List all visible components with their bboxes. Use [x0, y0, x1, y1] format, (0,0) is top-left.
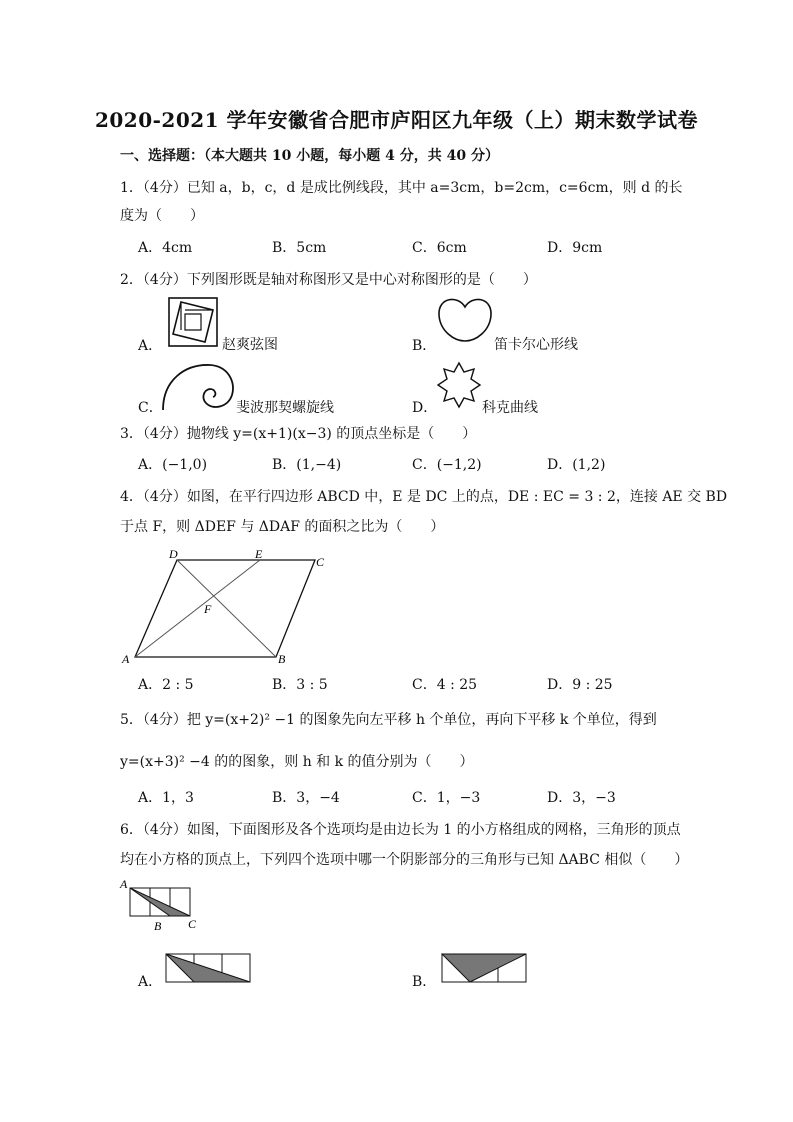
q4-option-b: B．3 : 5	[272, 677, 328, 693]
q2-option-a-label: A．	[138, 338, 163, 354]
point-b-label: B	[278, 652, 286, 666]
q2-option-c-label: C．	[138, 400, 163, 416]
q5-stem-line2: y=(x+3)² −4 的的图象，则 h 和 k 的值分别为（ ）	[120, 754, 474, 770]
cardioid-curve	[436, 297, 494, 343]
zhao-shuang-diagram	[168, 297, 218, 347]
q1-stem-line1: 1．（4分）已知 a，b，c，d 是成比例线段，其中 a=3cm，b=2cm，c=6cm，则 d 的长	[120, 180, 683, 196]
q2-caption-b: 笛卡尔心形线	[494, 337, 578, 353]
point-c-label: C	[316, 555, 325, 569]
q1-stem-line2: 度为（ ）	[120, 208, 204, 224]
point-d-label: D	[169, 547, 178, 561]
point-f-label: F	[204, 602, 212, 616]
q4-option-d: D．9 : 25	[547, 677, 613, 693]
point-a-label: A	[122, 652, 130, 666]
q1-option-a: A．4cm	[138, 240, 193, 256]
q3-option-c: C．(−1,2)	[412, 457, 482, 473]
q4-stem-line2: 于点 F，则 ΔDEF 与 ΔDAF 的面积之比为（ ）	[120, 519, 445, 535]
q2-stem: 2．（4分）下列图形既是轴对称图形又是中心对称图形的是（ ）	[120, 272, 537, 288]
fibonacci-spiral	[160, 362, 236, 412]
abc-grid-figure	[118, 876, 208, 932]
q6-option-a-grid	[164, 950, 252, 986]
q1-option-b: B．5cm	[272, 240, 327, 256]
q3-option-d: D．(1,2)	[547, 457, 606, 473]
q2-caption-c: 斐波那契螺旋线	[236, 400, 334, 416]
q2-caption-d: 科克曲线	[482, 400, 538, 416]
q3-stem: 3．（4分）抛物线 y=(x+1)(x−3) 的顶点坐标是（ ）	[120, 426, 477, 442]
q5-option-a: A．1，3	[138, 790, 194, 806]
abc-point-c-label: C	[188, 917, 197, 931]
q4-option-c: C．4 : 25	[412, 677, 478, 693]
abc-point-a-label: A	[120, 877, 128, 891]
q1-option-d: D．9cm	[547, 240, 603, 256]
q4-stem-line1: 4．（4分）如图，在平行四边形 ABCD 中，E 是 DC 上的点，DE : EC = 3 : 2，连接 AE 交 BD	[120, 489, 728, 505]
q2-caption-a: 赵爽弦图	[222, 337, 278, 353]
q6-stem-line1: 6．（4分）如图，下面图形及各个选项均是由边长为 1 的小方格组成的网格，三角形的顶点	[120, 822, 681, 838]
q6-option-b-label: B．	[412, 974, 437, 990]
q6-option-a-label: A．	[138, 974, 163, 990]
q5-option-d: D．3，−3	[547, 790, 616, 806]
koch-snowflake	[434, 360, 484, 410]
point-e-label: E	[255, 547, 263, 561]
q5-stem-line1: 5．（4分）把 y=(x+2)² −1 的图象先向左平移 h 个单位，再向下平移 k 个单位，得到	[120, 712, 657, 728]
q1-option-c: C．6cm	[412, 240, 467, 256]
abc-point-b-label: B	[154, 919, 162, 932]
q2-option-b-label: B．	[412, 338, 437, 354]
q5-option-c: C．1，−3	[412, 790, 481, 806]
q2-option-d-label: D．	[412, 400, 438, 416]
q6-stem-line2: 均在小方格的顶点上，下列四个选项中哪一个阴影部分的三角形与已知 ΔABC 相似（ ）	[120, 852, 689, 868]
parallelogram-figure	[118, 545, 338, 670]
q4-option-a: A．2 : 5	[138, 677, 194, 693]
page-title: 2020-2021 学年安徽省合肥市庐阳区九年级（上）期末数学试卷	[94, 108, 699, 132]
q3-option-b: B．(1,−4)	[272, 457, 342, 473]
section-heading: 一、选择题：（本大题共 10 小题，每小题 4 分，共 40 分）	[120, 148, 499, 164]
q3-option-a: A．(−1,0)	[138, 457, 208, 473]
q6-option-b-grid	[438, 950, 528, 986]
q5-option-b: B．3，−4	[272, 790, 340, 806]
